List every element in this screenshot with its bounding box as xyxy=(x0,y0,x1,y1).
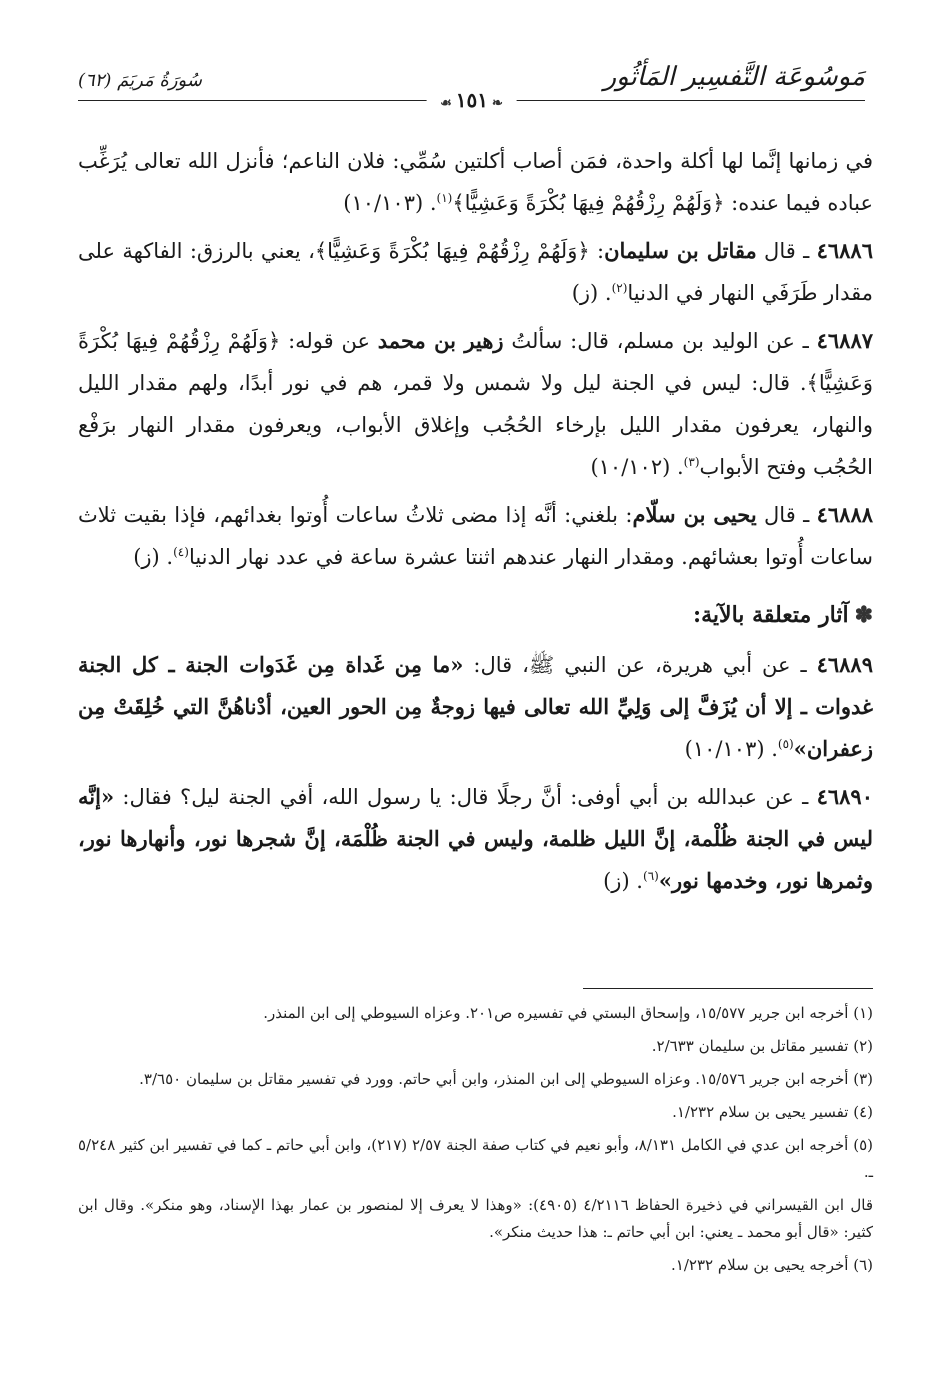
text: في زمانها إنَّما لها أكلة واحدة، فمَن أصاب أكلتين سُمِّي: فلان الناعم؛ فأنزل الله تعالى يُرَغِّب عباده فيما عنده: ﴿وَلَهُمْ رِزْقُهُمْ فِيهَا بُكْرَةً وَعَشِيًّا﴾ xyxy=(78,149,873,215)
footnote-ref: (٢) xyxy=(611,281,628,295)
footnote: (٣) أخرجه ابن جرير ١٥/٥٧٦. وعزاه السيوطي إلى ابن المنذر، وابن أبي حاتم. وورد في تفسير مقاتل بن سليمان ٣/٦٥٠. xyxy=(139,1070,873,1088)
text: ـ قال xyxy=(756,503,817,527)
main-text xyxy=(78,140,873,908)
ornament-icon: ☙ xyxy=(440,96,452,111)
footnote: (١) أخرجه ابن جرير ١٥/٥٧٧، وإسحاق البستي في تفسيره ص٢٠١. وعزاه السيوطي إلى ابن المنذر. xyxy=(263,1004,873,1022)
entry-number: ٤٦٨٨٦ xyxy=(816,238,873,263)
footnote-ref: (٤) xyxy=(173,545,189,559)
page-number xyxy=(426,88,517,112)
entry-number: ٤٦٨٩٠ xyxy=(816,784,873,809)
entry-number: ٤٦٨٨٧ xyxy=(816,328,874,353)
reference: . (١٠/١٠٣) xyxy=(343,191,437,215)
ornament-icon: ❧ xyxy=(491,96,503,111)
footnote: (٥) أخرجه ابن عدي في الكامل ٨/١٣١، وأبو نعيم في كتاب صفة الجنة ٢/٥٧ (٢١٧)، وابن أبي حاتم ـ كما في تفسير ابن كثير ٥/٢٤٨ ـ. xyxy=(78,1136,873,1181)
athar-entry xyxy=(78,494,873,578)
footnote: (٢) تفسير مقاتل بن سليمان ٢/٦٣٣. xyxy=(651,1037,873,1055)
section-heading-text: آثار متعلقة بالآية: xyxy=(693,602,849,628)
text: ـ قال xyxy=(756,239,817,263)
section-heading xyxy=(78,594,873,636)
athar-entry xyxy=(78,320,873,488)
text: ـ عن أبي هريرة، عن النبي ﷺ، قال: xyxy=(463,653,817,677)
footnote-continuation: قال ابن القيسراني في ذخيرة الحفاظ ٤/٢١١٦ (٤٩٠٥): «وهذا لا يعرف إلا لمنصور بن عمار بهذا الإسناد، وهو منكر». وقال ابن كثير: «قال أبو محمد ـ يعني: ابن أبي حاتم ـ: هذا حديث منكر». xyxy=(78,1196,874,1241)
narrator-name: يحيى بن سلّام xyxy=(632,502,757,527)
entry-number: ٤٦٨٨٩ xyxy=(816,652,873,677)
hadith-entry xyxy=(78,644,873,770)
reference: . (١٠/١٠٣) xyxy=(684,737,778,761)
reference: . (ز) xyxy=(603,869,643,893)
footnote-ref: (٦) xyxy=(643,869,659,883)
footnote-ref: (١) xyxy=(436,191,453,205)
narrator-name: زهير بن محمد xyxy=(377,328,504,353)
hadith-entry xyxy=(78,776,873,902)
paragraph-continuation xyxy=(78,140,873,224)
footnote: (٤) تفسير يحيى بن سلام ١/٢٣٢. xyxy=(672,1103,873,1121)
athar-entry xyxy=(78,230,873,314)
surah-title: سُورَةُ مَريَمَ (٦٢) xyxy=(78,70,202,91)
entry-number: ٤٦٨٨٨ xyxy=(816,502,874,527)
footnotes xyxy=(78,1000,873,1285)
footnote-ref: (٣) xyxy=(683,455,700,469)
text: ـ عن الوليد بن مسلم، قال: سألتُ xyxy=(503,329,817,353)
text: : بلغني: أنَّه إذا مضى ثلاثُ ساعات أُوتوا بغدائهم، فإذا بقيت ثلاث ساعات أُوتوا بعشائهم. ومقدار النهار عندهم اثنتا عشرة ساعة في عدد نهار الدنيا xyxy=(78,503,873,569)
text: عن قوله: ﴿وَلَهُمْ رِزْقُهُمْ فِيهَا بُكْرَةً وَعَشِيًّا﴾. قال: ليس في الجنة ليل ولا شمس ولا قمر، هم في نور أبدًا، ولهم مقدار الليل والنهار، يعرفون مقدار الليل بإرخاء الحُجُب وإغلاق الأبواب، ويعرفون مقدار النهار برَفْع الحُجُب وفتح الأبواب xyxy=(78,329,873,479)
footnote-separator xyxy=(583,988,873,989)
reference: . (ز) xyxy=(133,545,174,569)
hadith-text: «ما مِن غَداة مِن غَدَوات الجنة ـ كل الجنة غدوات ـ إلا أن يُزَفَّ إلى وَلِيِّ الله تعالى فيها زوجةٌ مِن الحور العين، أدْناهُنَّ التي خُلِقَتْ مِن زعفران» xyxy=(78,652,873,761)
footnote-ref: (٥) xyxy=(777,737,794,751)
reference: . (ز) xyxy=(571,281,612,305)
book-title: مَوسُوعَة التَّفسِير المَأثُور xyxy=(603,62,865,92)
page-header xyxy=(78,62,865,112)
page-number-value: ١٥١ xyxy=(455,88,488,112)
text: ـ عن عبدالله بن أبي أوفى: أنَّ رجلًا قال: يا رسول الله، أفي الجنة ليل؟ فقال: xyxy=(114,785,817,809)
hadith-text: «إنَّه ليس في الجنة ظُلْمة، إنَّ الليل ظلمة، وليس في الجنة ظُلْمَة، إنَّ شجرها نور، وأنهارها نور، وثمرها نور، وخدمها نور» xyxy=(78,784,873,893)
narrator-name: مقاتل بن سليمان xyxy=(604,238,757,263)
star-ornament-icon: ✽ xyxy=(854,602,873,628)
footnote: (٦) أخرجه يحيى بن سلام ١/٢٣٢. xyxy=(671,1256,873,1274)
reference: . (١٠/١٠٢) xyxy=(590,455,684,479)
text: : ﴿وَلَهُمْ رِزْقُهُمْ فِيهَا بُكْرَةً وَعَشِيًّا﴾، يعني بالرزق: الفاكهة على مقدار طَرَفَي النهار في الدنيا xyxy=(78,239,873,305)
